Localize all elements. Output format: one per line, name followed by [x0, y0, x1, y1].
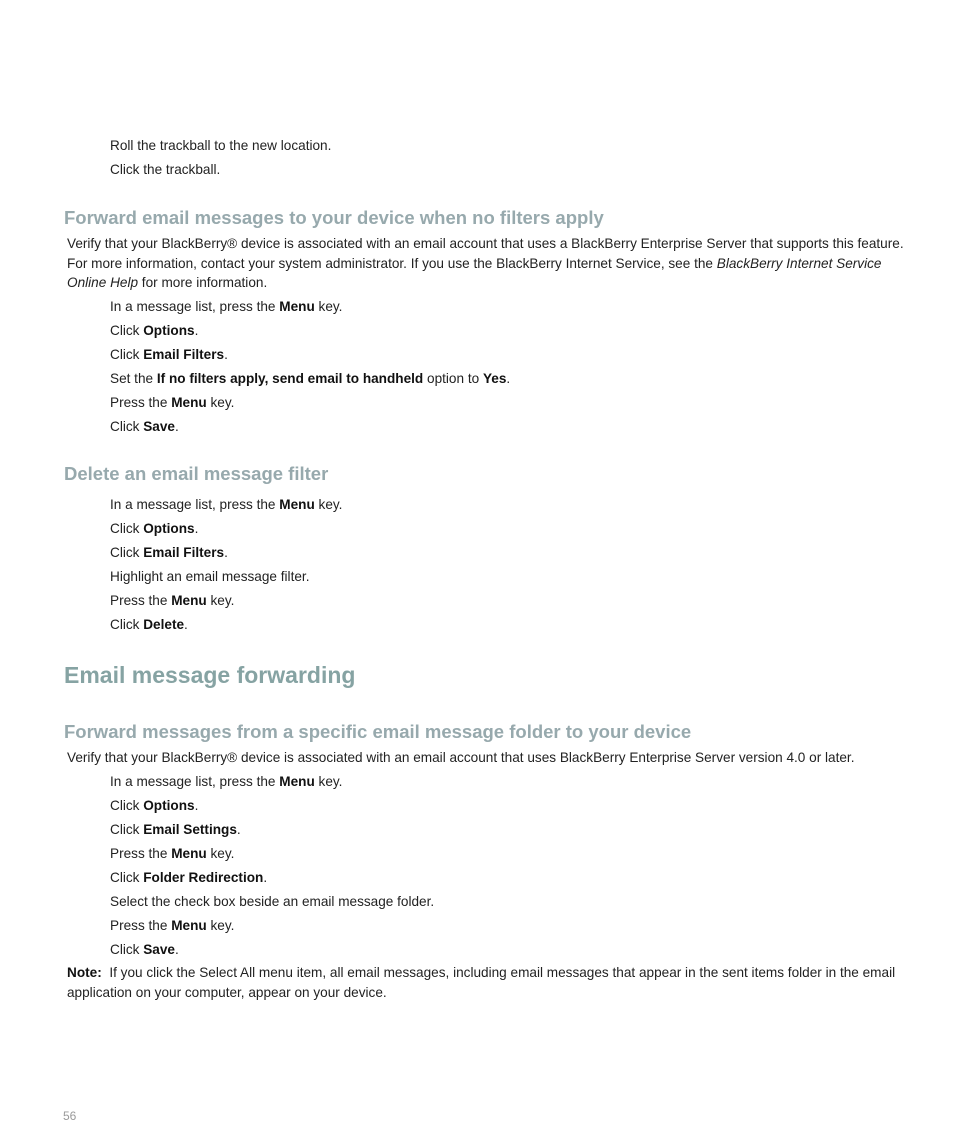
step-text: [110, 916, 234, 936]
step-text: [110, 543, 228, 563]
section-heading-delete-filter: Delete an email message filter: [64, 463, 329, 484]
paragraph-line: Verify that your BlackBerry® device is associated with an email account that uses a BlackBerry Enterprise Server that supports this feature.: [67, 236, 904, 251]
step-text-segment: .: [194, 521, 199, 536]
step-text-segment: Click: [110, 942, 144, 957]
paragraph-line: Verify that your BlackBerry® device is associated with an email account that uses BlackBerry Enterprise Server version 4.0 or later.: [67, 750, 855, 765]
paragraph-line: [67, 254, 897, 274]
step-text-segment: .: [174, 942, 179, 957]
ui-term: If no filters apply, send email to handheld: [156, 371, 424, 386]
step-text-segment: Set the: [110, 371, 157, 386]
step-text: [110, 940, 179, 960]
step-text-segment: .: [506, 371, 511, 386]
step-text: [110, 369, 510, 389]
ui-term: Folder Redirection: [143, 870, 264, 885]
ui-term: Save: [143, 419, 175, 434]
ui-term: Options: [143, 521, 195, 536]
note-text: If you click the Select All menu item, all email messages, including email messages that appear in the sent items folder in the email: [109, 965, 896, 980]
step-text-segment: Click: [110, 521, 144, 536]
step-text-segment: Press the: [110, 395, 172, 410]
step-text-segment: key.: [314, 497, 343, 512]
section-heading-no-filters: Forward email messages to your device when no filters apply: [64, 207, 604, 228]
step-text-segment: Highlight an email message filter.: [110, 569, 310, 584]
ui-term: Save: [143, 942, 175, 957]
ui-term: Delete: [143, 617, 185, 632]
step-text-segment: .: [194, 798, 199, 813]
step-text-segment: In a message list, press the: [110, 497, 280, 512]
step-text: [110, 345, 228, 365]
step-text-segment: key.: [206, 918, 235, 933]
step-text: [110, 615, 188, 635]
step-text: [110, 772, 342, 792]
step-text-segment: .: [184, 617, 188, 632]
step-text-segment: Click: [110, 798, 144, 813]
step-text: [110, 796, 198, 816]
step-text-segment: Click the trackball.: [110, 162, 221, 177]
step-text-segment: key.: [314, 299, 343, 314]
step-text-segment: Press the: [110, 846, 172, 861]
step-text-segment: key.: [314, 774, 343, 789]
step-text: [110, 297, 342, 317]
step-text-segment: Press the: [110, 593, 172, 608]
step-text: [110, 136, 331, 156]
doc-reference: BlackBerry Internet Service: [716, 255, 882, 271]
paragraph-line: [67, 273, 897, 293]
ui-term: Email Filters: [143, 545, 225, 560]
ui-term: Menu: [171, 846, 207, 861]
ui-term: Options: [143, 798, 195, 813]
note-line: application on your computer, appear on your device.: [67, 984, 387, 1000]
step-text-segment: Click: [110, 323, 144, 338]
ui-term: Email Settings: [143, 822, 237, 837]
step-text-segment: .: [224, 545, 228, 560]
chapter-heading: Email message forwarding: [64, 662, 356, 688]
step-text-segment: key.: [206, 593, 235, 608]
step-text-segment: Click: [110, 617, 144, 632]
step-text-segment: .: [224, 347, 228, 362]
ui-term: Yes: [482, 371, 507, 386]
ui-term: Options: [143, 323, 195, 338]
step-text: [110, 820, 241, 840]
step-text: [110, 160, 220, 180]
step-text-segment: .: [263, 870, 268, 885]
step-text-segment: Click: [110, 419, 144, 434]
step-text-segment: .: [236, 822, 241, 837]
step-text-segment: option to: [423, 371, 483, 386]
step-text-segment: .: [194, 323, 199, 338]
ui-term: Menu: [171, 918, 207, 933]
step-text: [110, 417, 179, 437]
step-text-segment: Click: [110, 545, 144, 560]
ui-term: Email Filters: [143, 347, 225, 362]
note-block: [67, 963, 897, 1002]
ui-term: Menu: [279, 774, 315, 789]
step-text-segment: Select the check box beside an email message folder.: [110, 894, 435, 909]
ui-term: Menu: [171, 395, 207, 410]
step-text-segment: In a message list, press the: [110, 774, 280, 789]
ui-term: Menu: [279, 497, 315, 512]
section-intro-paragraph: [67, 748, 897, 768]
step-text-segment: Click: [110, 822, 144, 837]
note-label: Note:: [67, 965, 102, 980]
step-text: [110, 844, 234, 864]
ui-term: Menu: [279, 299, 315, 314]
paragraph-text: For more information, contact your system administrator. If you use the BlackBerry Internet Service, see the: [67, 255, 717, 271]
step-text: [110, 892, 434, 912]
step-text-segment: Press the: [110, 918, 172, 933]
step-text-segment: In a message list, press the: [110, 299, 280, 314]
step-text: [110, 321, 198, 341]
doc-reference: Online Help: [67, 275, 139, 290]
step-text-segment: Click: [110, 870, 144, 885]
step-text: [110, 519, 198, 539]
step-text-segment: Click: [110, 347, 144, 362]
ui-term: Menu: [171, 593, 207, 608]
step-text-segment: .: [174, 419, 179, 434]
step-text: [110, 868, 267, 888]
page-number: 56: [63, 1109, 77, 1123]
step-text-segment: key.: [206, 395, 235, 410]
section-intro-paragraph: [67, 234, 904, 293]
note-line: [67, 963, 897, 983]
step-text: [110, 591, 234, 611]
paragraph-text: for more information.: [138, 275, 268, 290]
step-text: [110, 567, 309, 587]
step-text-segment: Roll the trackball to the new location.: [110, 138, 332, 153]
step-text: [110, 495, 342, 515]
step-text-segment: key.: [206, 846, 235, 861]
step-text: [110, 393, 234, 413]
section-heading-folder-forward: Forward messages from a specific email message folder to your device: [64, 721, 692, 742]
